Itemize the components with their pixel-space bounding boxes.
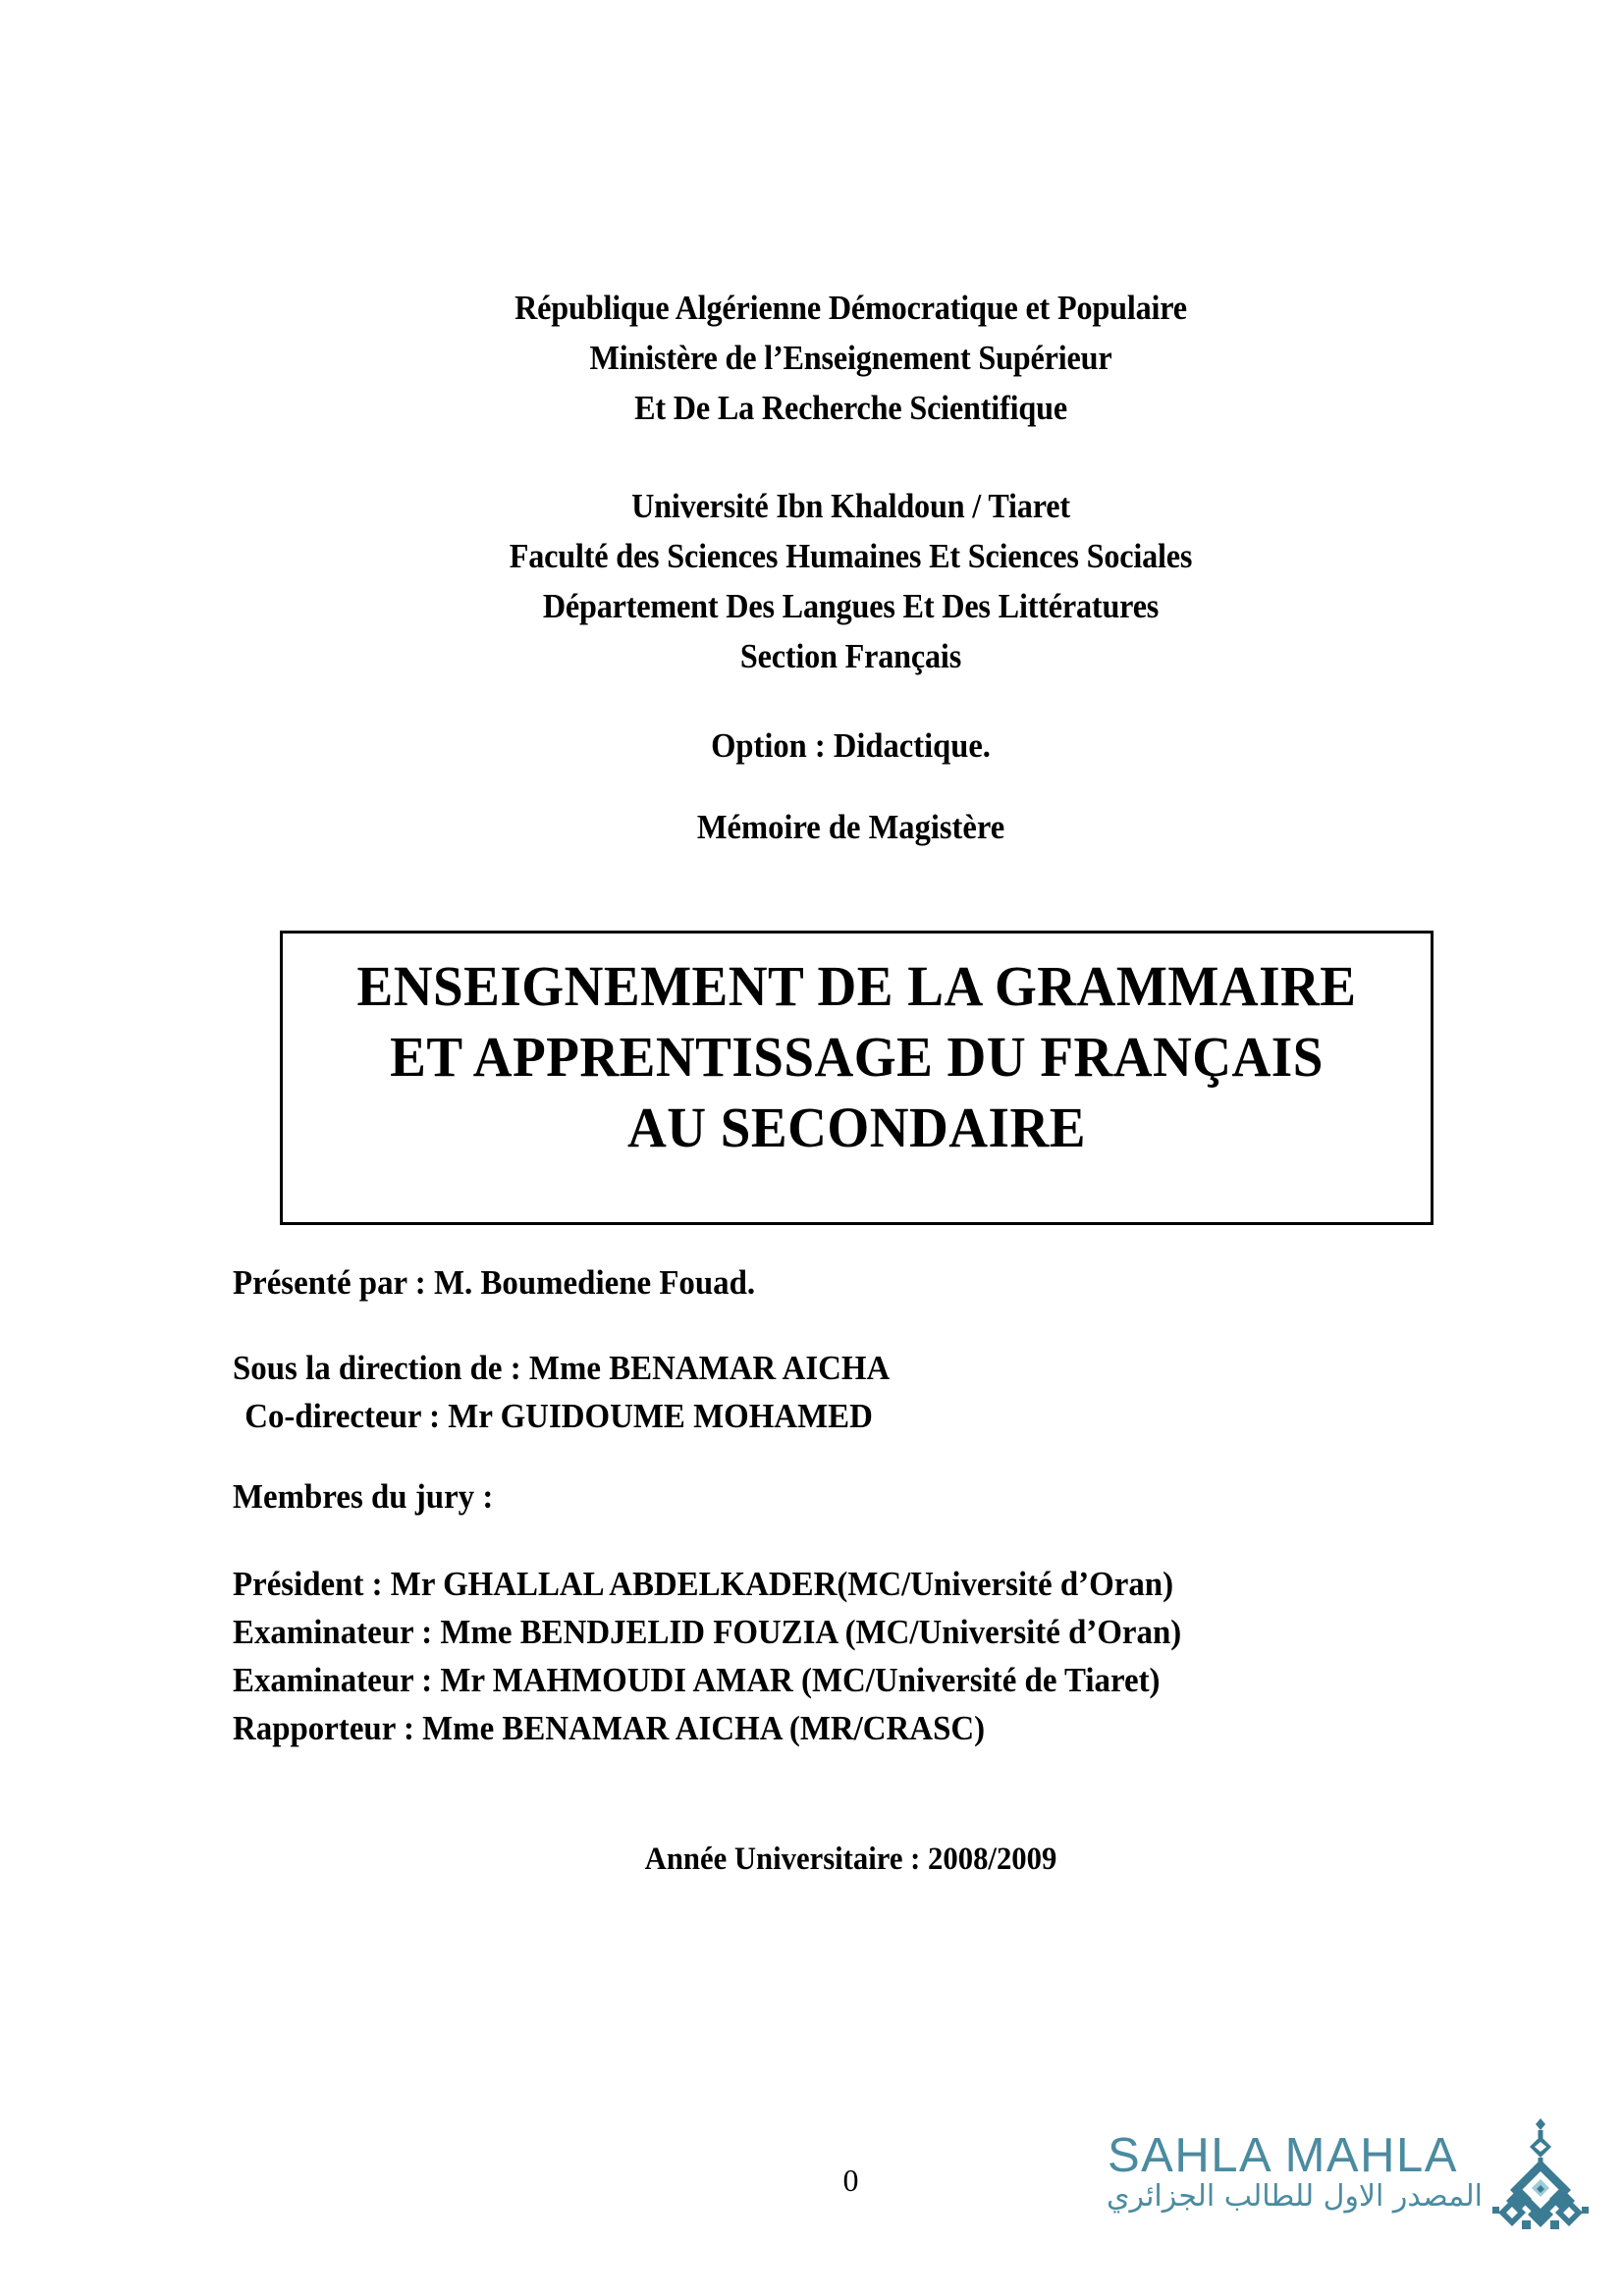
degree-line: Mémoire de Magistère bbox=[696, 808, 1005, 846]
jury-member-examiner-2: Examinateur : Mr MAHMOUDI AMAR (MC/Université de Tiaret) bbox=[233, 1661, 1161, 1699]
faculty-line: Faculté des Sciences Humaines Et Sciences Sociales bbox=[509, 537, 1193, 575]
jury-label-block bbox=[233, 1472, 1489, 1521]
author-block bbox=[233, 1258, 1489, 1307]
university-header-block bbox=[0, 481, 1623, 681]
thesis-title-inner bbox=[283, 951, 1431, 1163]
supervisors-block bbox=[233, 1344, 1489, 1440]
section-line: Section Français bbox=[739, 637, 962, 675]
jury-members-block bbox=[233, 1560, 1489, 1752]
university-line: Université Ibn Khaldoun / Tiaret bbox=[631, 487, 1070, 525]
author-line: Présenté par : M. Boumediene Fouad. bbox=[233, 1263, 756, 1302]
sahla-mahla-arabic-tagline: المصدر الاول للطالب الجزائري bbox=[1107, 2179, 1483, 2214]
jury-member-rapporteur: Rapporteur : Mme BENAMAR AICHA (MR/CRASC) bbox=[233, 1709, 986, 1747]
academic-year-line: Année Universitaire : 2008/2009 bbox=[644, 1842, 1057, 1877]
berber-geometric-logo-icon bbox=[1487, 2116, 1595, 2239]
director-line: Sous la direction de : Mme BENAMAR AICHA bbox=[233, 1349, 891, 1387]
title-line-3: AU SECONDAIRE bbox=[627, 1095, 1086, 1159]
jury-member-examiner-1: Examinateur : Mme BENDJELID FOUZIA (MC/Université d’Oran) bbox=[233, 1613, 1182, 1651]
sahla-mahla-watermark bbox=[1108, 2128, 1598, 2256]
page-number: 0 bbox=[842, 2163, 859, 2198]
co-director-line: Co-directeur : Mr GUIDOUME MOHAMED bbox=[244, 1397, 873, 1435]
thesis-title-box bbox=[280, 931, 1434, 1225]
ministry-header-block bbox=[0, 283, 1623, 433]
jury-member-president: Président : Mr GHALLAL ABDELKADER(MC/Université d’Oran) bbox=[233, 1565, 1174, 1603]
title-line-2: ET APPRENTISSAGE DU FRANÇAIS bbox=[390, 1025, 1324, 1089]
ministry-line-3: Et De La Recherche Scientifique bbox=[634, 389, 1067, 427]
department-line: Département Des Langues Et Des Littératures bbox=[542, 587, 1160, 625]
ministry-line-2: Ministère de l’Enseignement Supérieur bbox=[589, 339, 1112, 377]
option-line: Option : Didactique. bbox=[711, 726, 991, 765]
title-line-1: ENSEIGNEMENT DE LA GRAMMAIRE bbox=[356, 954, 1357, 1018]
sahla-mahla-wordmark: SAHLA MAHLA bbox=[1108, 2129, 1458, 2182]
jury-label: Membres du jury : bbox=[233, 1477, 494, 1516]
ministry-line-1: République Algérienne Démocratique et Populaire bbox=[514, 289, 1187, 327]
